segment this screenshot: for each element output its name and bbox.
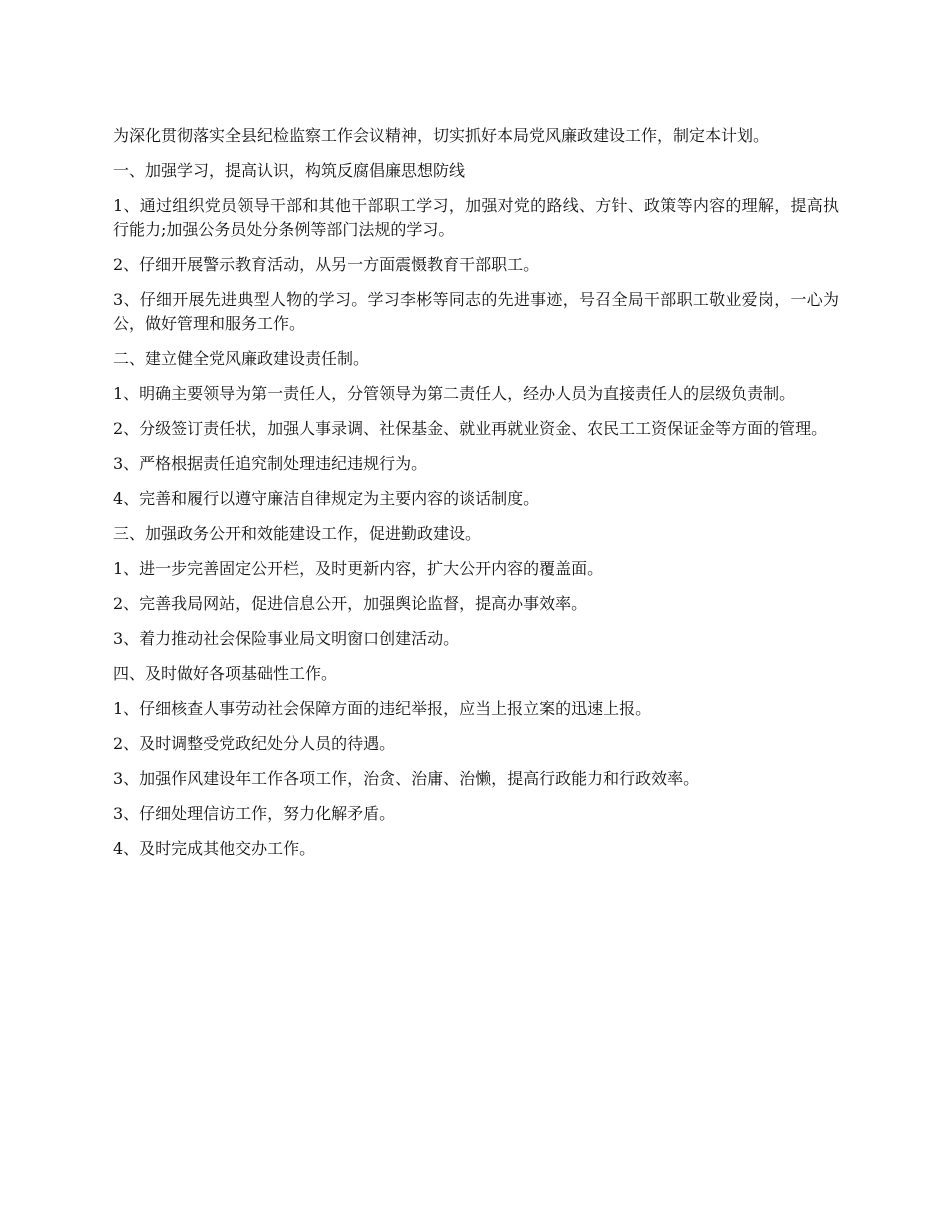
section-4-item-2: 2、及时调整受党政纪处分人员的待遇。 [113, 734, 396, 753]
document-body [113, 124, 839, 872]
section-2-item-2: 2、分级签订责任状，加强人事录调、社保基金、就业再就业资金、农民工工资保证金等方面的管理。 [113, 419, 828, 438]
section-2-item-3: 3、严格根据责任追究制处理违纪违规行为。 [113, 454, 428, 473]
section-1-item-1: 1、通过组织党员领导干部和其他干部职工学习，加强对党的路线、方针、政策等内容的理解，提高执行能力;加强公务员处分条例等部门法规的学习。 [113, 196, 839, 239]
section-2-heading: 二、建立健全党风廉政建设责任制。 [113, 349, 370, 368]
section-2-item-4: 4、完善和履行以遵守廉洁自律规定为主要内容的谈话制度。 [113, 489, 540, 508]
section-3-heading: 三、加强政务公开和效能建设工作，促进勤政建设。 [113, 524, 482, 543]
section-4-item-1: 1、仔细核查人事劳动社会保障方面的违纪举报，应当上报立案的迅速上报。 [113, 699, 652, 718]
section-1-item-2: 2、仔细开展警示教育活动，从另一方面震慑教育干部职工。 [113, 255, 540, 274]
section-3-item-2: 2、完善我局网站，促进信息公开，加强舆论监督，提高办事效率。 [113, 594, 588, 613]
section-2-item-1: 1、明确主要领导为第一责任人，分管领导为第二责任人，经办人员为直接责任人的层级负责制。 [113, 384, 796, 403]
section-4-heading: 四、及时做好各项基础性工作。 [113, 664, 338, 683]
section-3-item-1: 1、进一步完善固定公开栏，及时更新内容，扩大公开内容的覆盖面。 [113, 559, 604, 578]
section-1-item-3: 3、仔细开展先进典型人物的学习。学习李彬等同志的先进事迹，号召全局干部职工敬业爱岗，一心为公，做好管理和服务工作。 [113, 290, 839, 333]
intro-paragraph: 为深化贯彻落实全县纪检监察工作会议精神，切实抓好本局党风廉政建设工作，制定本计划。 [113, 126, 770, 145]
section-3-item-3: 3、着力推动社会保险事业局文明窗口创建活动。 [113, 629, 460, 648]
section-4-item-3: 3、加强作风建设年工作各项工作，治贪、治庸、治懒，提高行政能力和行政效率。 [113, 769, 700, 788]
section-1-heading: 一、加强学习，提高认识，构筑反腐倡廉思想防线 [113, 161, 466, 180]
section-4-item-4: 4、及时完成其他交办工作。 [113, 839, 316, 858]
section-4-item-3b: 3、仔细处理信访工作，努力化解矛盾。 [113, 804, 396, 823]
